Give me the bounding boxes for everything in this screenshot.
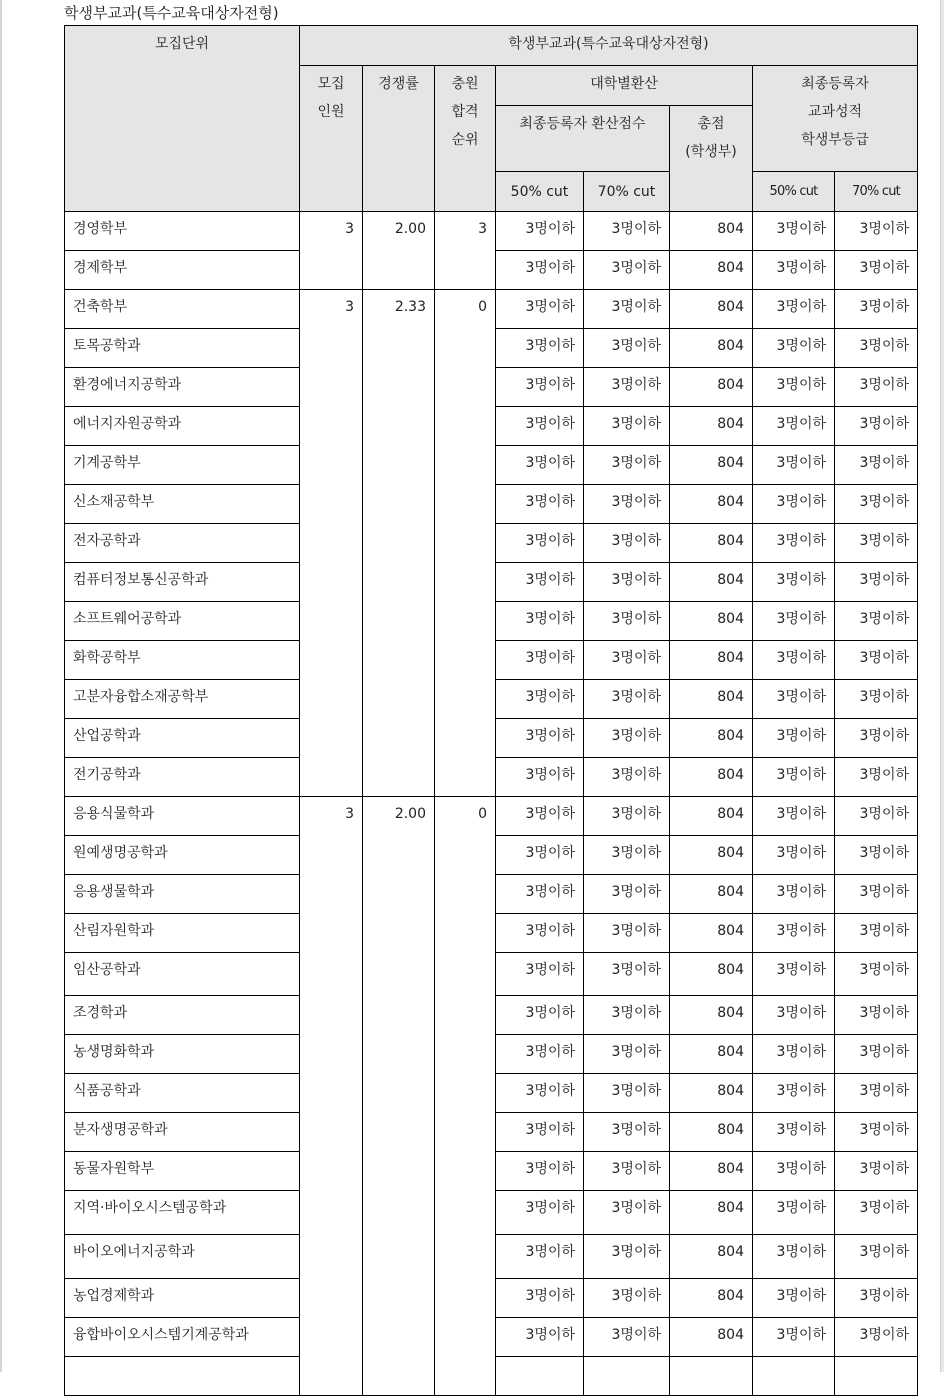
unit-name: 조경학과 — [65, 996, 300, 1035]
total-value: 804 — [670, 212, 753, 251]
header-total-line2: (학생부) — [685, 144, 737, 160]
total-value: 804 — [670, 1191, 753, 1235]
total-value: 804 — [670, 875, 753, 914]
cut50-grade-value: 3명이하 — [753, 329, 835, 368]
header-final-conv-score: 최종등록자 환산점수 — [496, 106, 670, 172]
cut70-conv-value: 3명이하 — [584, 680, 670, 719]
total-value: 804 — [670, 1279, 753, 1318]
cut50-conv-value: 3명이하 — [496, 996, 584, 1035]
cut70-grade-value: 3명이하 — [835, 1035, 918, 1074]
cut70-grade-value: 3명이하 — [835, 368, 918, 407]
table-row — [65, 212, 918, 251]
unit-name: 산림자원학과 — [65, 914, 300, 953]
cut70-conv-value: 3명이하 — [584, 1152, 670, 1191]
waitlist-value: 0 — [435, 797, 496, 1396]
cut70-conv-value: 3명이하 — [584, 368, 670, 407]
cut70-grade-value: 3명이하 — [835, 407, 918, 446]
cut50-grade-value: 3명이하 — [753, 953, 835, 996]
cut50-grade-value: 3명이하 — [753, 1113, 835, 1152]
cut70-conv-value: 3명이하 — [584, 446, 670, 485]
cut70-grade-value: 3명이하 — [835, 446, 918, 485]
cut70-conv-value: 3명이하 — [584, 1191, 670, 1235]
cut50-conv-value: 3명이하 — [496, 212, 584, 251]
cut70-grade-value: 3명이하 — [835, 680, 918, 719]
cut70-conv-value: 3명이하 — [584, 996, 670, 1035]
cut70-conv-value: 3명이하 — [584, 485, 670, 524]
cut50-grade-value: 3명이하 — [753, 680, 835, 719]
unit-name: 토목공학과 — [65, 329, 300, 368]
cut50-conv-value: 3명이하 — [496, 719, 584, 758]
cut70-grade-value: 3명이하 — [835, 758, 918, 797]
unit-name: 동물자원학부 — [65, 1152, 300, 1191]
cut50-grade-value: 3명이하 — [753, 914, 835, 953]
cut70-conv-value: 3명이하 — [584, 836, 670, 875]
cut70-conv-value: 3명이하 — [584, 1235, 670, 1279]
total-value: 804 — [670, 290, 753, 329]
cut70-conv-value: 3명이하 — [584, 641, 670, 680]
header-final-grade-line3: 학생부등급 — [801, 132, 869, 148]
cut70-grade-value: 3명이하 — [835, 485, 918, 524]
cut50-grade-value: 3명이하 — [753, 602, 835, 641]
cut50-conv-value: 3명이하 — [496, 290, 584, 329]
total-value: 804 — [670, 797, 753, 836]
cut70-conv-value: 3명이하 — [584, 524, 670, 563]
cut70-grade-value: 3명이하 — [835, 797, 918, 836]
cut50-grade-value: 3명이하 — [753, 524, 835, 563]
cut50-grade-value: 3명이하 — [753, 719, 835, 758]
header-total-line1: 총점 — [697, 116, 725, 132]
cut50-grade-value: 3명이하 — [753, 996, 835, 1035]
total-value: 804 — [670, 719, 753, 758]
cut70-conv-value: 3명이하 — [584, 407, 670, 446]
total-value: 804 — [670, 1074, 753, 1113]
cut50-grade-value: 3명이하 — [753, 368, 835, 407]
header-cut70-conv: 70% cut — [584, 172, 670, 212]
cut50-grade-value: 3명이하 — [753, 407, 835, 446]
cut50-conv-value: 3명이하 — [496, 914, 584, 953]
unit-name: 건축학부 — [65, 290, 300, 329]
cut70-grade-value: 3명이하 — [835, 524, 918, 563]
header-final-grade — [753, 66, 918, 172]
unit-name: 융합바이오시스템기계공학과 — [65, 1318, 300, 1357]
cut50-grade-value: 3명이하 — [753, 1152, 835, 1191]
unit-name: 에너지자원공학과 — [65, 407, 300, 446]
quota-value: 3 — [300, 797, 363, 1396]
cut50-grade-value: 3명이하 — [753, 485, 835, 524]
unit-name: 소프트웨어공학과 — [65, 602, 300, 641]
cut70-grade-value: 3명이하 — [835, 1191, 918, 1235]
unit-name: 원예생명공학과 — [65, 836, 300, 875]
cut70-conv-value: 3명이하 — [584, 329, 670, 368]
table-row — [65, 797, 918, 836]
unit-name: 기계공학부 — [65, 446, 300, 485]
unit-name: 환경에너지공학과 — [65, 368, 300, 407]
cut50-grade-value: 3명이하 — [753, 446, 835, 485]
unit-name: 지역·바이오시스템공학과 — [65, 1191, 300, 1235]
total-value: 804 — [670, 953, 753, 996]
unit-name: 경제학부 — [65, 251, 300, 290]
cut70-conv-value: 3명이하 — [584, 1113, 670, 1152]
cut70-conv-value: 3명이하 — [584, 719, 670, 758]
unit-name: 고분자융합소재공학부 — [65, 680, 300, 719]
cut50-grade-value: 3명이하 — [753, 1191, 835, 1235]
unit-name: 바이오에너지공학과 — [65, 1235, 300, 1279]
header-waitlist-line2: 합격 — [451, 104, 479, 120]
cut50-conv-value: 3명이하 — [496, 680, 584, 719]
cut50-grade-value: 3명이하 — [753, 1318, 835, 1357]
total-value: 804 — [670, 836, 753, 875]
header-cut50-grade: 50% cut — [753, 172, 835, 212]
total-value: 804 — [670, 1152, 753, 1191]
cut50-conv-value: 3명이하 — [496, 1035, 584, 1074]
cut70-grade-value: 3명이하 — [835, 212, 918, 251]
cut50-grade-value: 3명이하 — [753, 875, 835, 914]
cut70-conv-value: 3명이하 — [584, 602, 670, 641]
cut70-conv-value: 3명이하 — [584, 758, 670, 797]
cut50-grade-value: 3명이하 — [753, 1074, 835, 1113]
competition-value: 2.00 — [363, 797, 435, 1396]
unit-name: 전기공학과 — [65, 758, 300, 797]
total-value: 804 — [670, 996, 753, 1035]
cut70-conv-value: 3명이하 — [584, 875, 670, 914]
header-final-grade-line2: 교과성적 — [807, 104, 863, 120]
cut70-conv-value: 3명이하 — [584, 1074, 670, 1113]
cut70-conv-value: 3명이하 — [584, 914, 670, 953]
total-value: 804 — [670, 602, 753, 641]
unit-name: 응용식물학과 — [65, 797, 300, 836]
cut70-grade-value: 3명이하 — [835, 329, 918, 368]
header-quota-line2: 인원 — [317, 104, 345, 120]
cut50-conv-value: 3명이하 — [496, 329, 584, 368]
waitlist-value: 0 — [435, 290, 496, 797]
cut70-conv-value: 3명이하 — [584, 1318, 670, 1357]
cut50-conv-value: 3명이하 — [496, 251, 584, 290]
unit-name: 농생명화학과 — [65, 1035, 300, 1074]
cut50-grade-value: 3명이하 — [753, 563, 835, 602]
cut50-conv-value: 3명이하 — [496, 641, 584, 680]
header-waitlist — [435, 66, 496, 212]
header-cut50-conv: 50% cut — [496, 172, 584, 212]
cut50-grade-value: 3명이하 — [753, 836, 835, 875]
cut70-conv-value: 3명이하 — [584, 563, 670, 602]
total-value: 804 — [670, 329, 753, 368]
cut70-conv-value: 3명이하 — [584, 1279, 670, 1318]
table-row — [65, 290, 918, 329]
cut50-grade-value: 3명이하 — [753, 1279, 835, 1318]
header-total — [670, 106, 753, 212]
cut70-conv-value: 3명이하 — [584, 212, 670, 251]
cut50-conv-value: 3명이하 — [496, 563, 584, 602]
unit-name: 응용생물학과 — [65, 875, 300, 914]
header-waitlist-line1: 충원 — [451, 76, 479, 92]
total-value: 804 — [670, 680, 753, 719]
total-value: 804 — [670, 1035, 753, 1074]
cut50-conv-value: 3명이하 — [496, 485, 584, 524]
cut50-grade-value: 3명이하 — [753, 797, 835, 836]
unit-name: 신소재공학부 — [65, 485, 300, 524]
cut50-grade-value: 3명이하 — [753, 1235, 835, 1279]
unit-name: 경영학부 — [65, 212, 300, 251]
cut50-grade-value: 3명이하 — [753, 212, 835, 251]
cut50-conv-value: 3명이하 — [496, 1279, 584, 1318]
cut70-conv-value: 3명이하 — [584, 251, 670, 290]
cut50-conv-value: 3명이하 — [496, 1113, 584, 1152]
total-value: 804 — [670, 563, 753, 602]
cut50-conv-value: 3명이하 — [496, 1235, 584, 1279]
waitlist-value: 3 — [435, 212, 496, 290]
unit-name: 농업경제학과 — [65, 1279, 300, 1318]
total-value: 804 — [670, 914, 753, 953]
cut50-conv-value: 3명이하 — [496, 368, 584, 407]
total-value: 804 — [670, 368, 753, 407]
cut70-grade-value: 3명이하 — [835, 1318, 918, 1357]
cut50-grade-value: 3명이하 — [753, 1035, 835, 1074]
total-value: 804 — [670, 758, 753, 797]
cut50-grade-value: 3명이하 — [753, 641, 835, 680]
cut50-grade-value: 3명이하 — [753, 290, 835, 329]
total-value: 804 — [670, 485, 753, 524]
header-quota-line1: 모집 — [317, 76, 345, 92]
cut70-grade-value: 3명이하 — [835, 290, 918, 329]
cut70-conv-value: 3명이하 — [584, 1035, 670, 1074]
cut70-grade-value: 3명이하 — [835, 875, 918, 914]
total-value: 804 — [670, 524, 753, 563]
unit-name: 식품공학과 — [65, 1074, 300, 1113]
cut50-conv-value: 3명이하 — [496, 836, 584, 875]
cut70-grade-value: 3명이하 — [835, 719, 918, 758]
unit-name: 컴퓨터정보통신공학과 — [65, 563, 300, 602]
header-waitlist-line3: 순위 — [451, 132, 479, 148]
cut50-conv-value: 3명이하 — [496, 602, 584, 641]
total-value: 804 — [670, 251, 753, 290]
unit-name: 전자공학과 — [65, 524, 300, 563]
competition-value: 2.00 — [363, 212, 435, 290]
cut70-grade-value: 3명이하 — [835, 996, 918, 1035]
cut70-grade-value: 3명이하 — [835, 1235, 918, 1279]
cut70-grade-value: 3명이하 — [835, 914, 918, 953]
header-cut70-grade: 70% cut — [835, 172, 918, 212]
cut70-grade-value: 3명이하 — [835, 1152, 918, 1191]
cut70-grade-value: 3명이하 — [835, 251, 918, 290]
cut50-conv-value: 3명이하 — [496, 797, 584, 836]
scrollbar-track[interactable] — [940, 0, 944, 1372]
total-value: 804 — [670, 641, 753, 680]
header-final-grade-line1: 최종등록자 — [801, 76, 869, 92]
cut70-conv-value: 3명이하 — [584, 290, 670, 329]
cut70-grade-value: 3명이하 — [835, 563, 918, 602]
cut50-conv-value: 3명이하 — [496, 1152, 584, 1191]
cut50-conv-value: 3명이하 — [496, 1074, 584, 1113]
cut70-grade-value: 3명이하 — [835, 1113, 918, 1152]
cut70-grade-value: 3명이하 — [835, 953, 918, 996]
section-title: 학생부교과(특수교육대상자전형) — [64, 4, 279, 22]
header-group: 학생부교과(특수교육대상자전형) — [300, 26, 918, 66]
total-value: 804 — [670, 407, 753, 446]
page-left-edge — [0, 0, 2, 1372]
unit-name: 산업공학과 — [65, 719, 300, 758]
cut50-conv-value: 3명이하 — [496, 524, 584, 563]
cut70-grade-value: 3명이하 — [835, 602, 918, 641]
unit-name: 화학공학부 — [65, 641, 300, 680]
quota-value: 3 — [300, 212, 363, 290]
cut70-grade-value: 3명이하 — [835, 1279, 918, 1318]
total-value: 804 — [670, 446, 753, 485]
cut50-conv-value: 3명이하 — [496, 1318, 584, 1357]
cut50-conv-value: 3명이하 — [496, 1191, 584, 1235]
admissions-results-table — [64, 25, 918, 1396]
unit-name: 분자생명공학과 — [65, 1113, 300, 1152]
header-univ-conversion: 대학별환산 — [496, 66, 753, 106]
cut70-conv-value: 3명이하 — [584, 953, 670, 996]
cut70-grade-value: 3명이하 — [835, 836, 918, 875]
cut50-conv-value: 3명이하 — [496, 758, 584, 797]
header-quota — [300, 66, 363, 212]
total-value: 804 — [670, 1113, 753, 1152]
cut50-conv-value: 3명이하 — [496, 446, 584, 485]
cut70-conv-value: 3명이하 — [584, 797, 670, 836]
unit-name: 임산공학과 — [65, 953, 300, 996]
header-unit: 모집단위 — [65, 26, 300, 212]
cut50-conv-value: 3명이하 — [496, 875, 584, 914]
total-value: 804 — [670, 1235, 753, 1279]
competition-value: 2.33 — [363, 290, 435, 797]
quota-value: 3 — [300, 290, 363, 797]
cut50-conv-value: 3명이하 — [496, 407, 584, 446]
cut50-conv-value: 3명이하 — [496, 953, 584, 996]
cut70-grade-value: 3명이하 — [835, 641, 918, 680]
cut50-grade-value: 3명이하 — [753, 251, 835, 290]
cut50-grade-value: 3명이하 — [753, 758, 835, 797]
cut70-grade-value: 3명이하 — [835, 1074, 918, 1113]
header-competition: 경쟁률 — [363, 66, 435, 212]
total-value: 804 — [670, 1318, 753, 1357]
